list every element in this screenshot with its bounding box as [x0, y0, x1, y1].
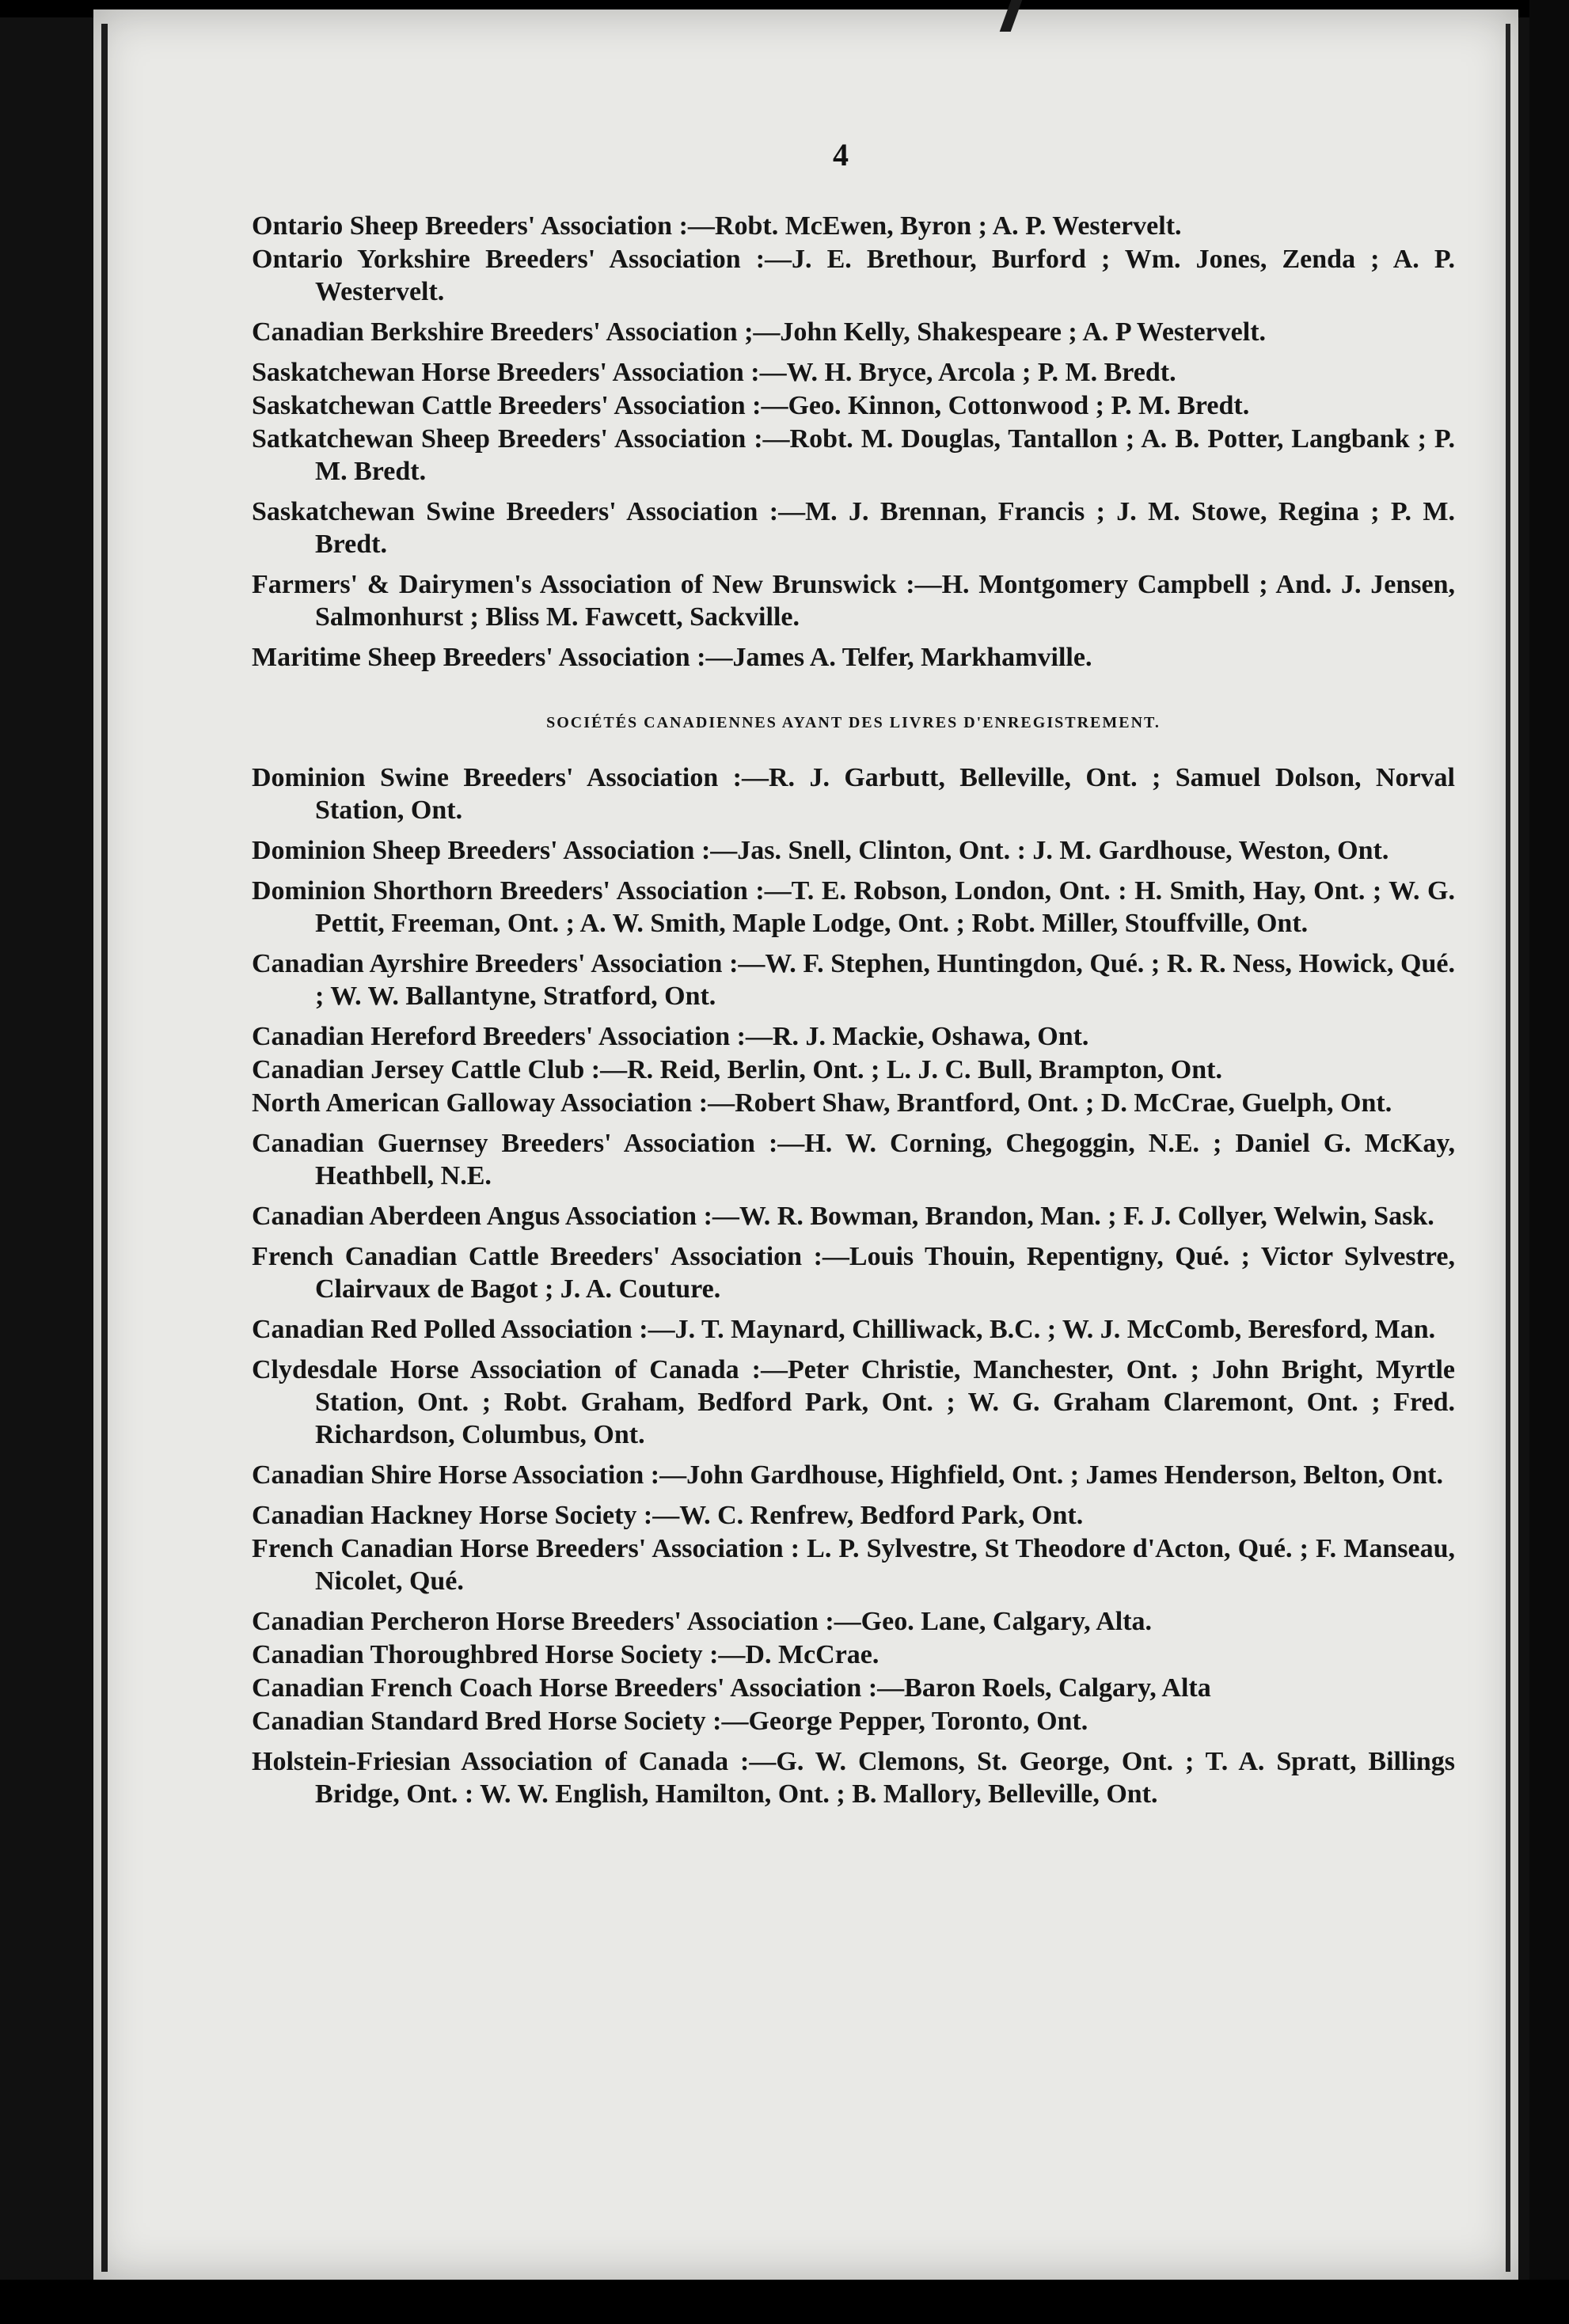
society-entry: North American Galloway Association :—Robert Shaw, Brantford, Ont. ; D. McCrae, Guelph, Ont. — [252, 1088, 1392, 1118]
society-entry: Canadian Shire Horse Association :—John Gardhouse, Highfield, Ont. ; James Henderson, Belton, Ont. — [252, 1460, 1443, 1490]
association-entry: Ontario Sheep Breeders' Association :—Robt. McEwen, Byron ; A. P. Westervelt. — [252, 211, 1182, 241]
association-entry: Maritime Sheep Breeders' Association :—James A. Telfer, Markhamville. — [252, 643, 1092, 672]
association-entry: Saskatchewan Swine Breeders' Association :—M. J. Brennan, Francis ; J. M. Stowe, Regina ; P. M. Bredt. — [252, 497, 1455, 559]
scan-border-bottom — [0, 2280, 1569, 2324]
page-number: 4 — [833, 137, 849, 173]
society-entry: Dominion Shorthorn Breeders' Association :—T. E. Robson, London, Ont. : H. Smith, Hay, Ont. ; W. G. Pettit, Freeman, Ont. ; A. W. Smith, Maple Lodge, Ont. ; Robt. Miller, Stouffville, Ont. — [252, 876, 1455, 938]
page-right-edge — [1506, 24, 1510, 2272]
society-entry: Canadian Red Polled Association :—J. T. Maynard, Chilliwack, B.C. ; W. J. McComb, Beresford, Man. — [252, 1315, 1436, 1344]
association-entry: Canadian Berkshire Breeders' Association ;—John Kelly, Shakespeare ; A. P Westervelt. — [252, 317, 1267, 347]
association-entry: Saskatchewan Cattle Breeders' Association :—Geo. Kinnon, Cottonwood ; P. M. Bredt. — [252, 391, 1250, 420]
record-book-societies-list — [252, 761, 1455, 1810]
breeders-associations-list — [252, 210, 1455, 674]
society-entry: Dominion Sheep Breeders' Association :—Jas. Snell, Clinton, Ont. : J. M. Gardhouse, Weston, Ont. — [252, 836, 1389, 865]
society-entry: Canadian Percheron Horse Breeders' Association :—Geo. Lane, Calgary, Alta. — [252, 1607, 1153, 1636]
society-entry: Canadian Guernsey Breeders' Association :—H. W. Corning, Chegoggin, N.E. ; Daniel G. McKay, Heathbell, N.E. — [252, 1129, 1455, 1190]
scan-border-right — [1529, 0, 1569, 2324]
society-entry: Canadian Thoroughbred Horse Society :—D. McCrae. — [252, 1640, 879, 1669]
society-entry: French Canadian Horse Breeders' Association : L. P. Sylvestre, St Theodore d'Acton, Qué. ; F. Manseau, Nicolet, Qué. — [252, 1534, 1455, 1596]
association-entry: Saskatchewan Horse Breeders' Association :—W. H. Bryce, Arcola ; P. M. Bredt. — [252, 358, 1176, 387]
society-entry: Clydesdale Horse Association of Canada :—Peter Christie, Manchester, Ont. ; John Bright, Myrtle Station, Ont. ; Robt. Graham, Bedford Park, Ont. ; W. G. Graham Claremont, Ont. ; Fred. Richardson, Columbus, Ont. — [252, 1355, 1455, 1449]
page-content — [252, 135, 1455, 1818]
society-entry: Canadian Standard Bred Horse Society :—George Pepper, Toronto, Ont. — [252, 1707, 1088, 1736]
association-entry: Ontario Yorkshire Breeders' Association :—J. E. Brethour, Burford ; Wm. Jones, Zenda ; A. P. Westervelt. — [252, 245, 1455, 306]
society-entry: Canadian French Coach Horse Breeders' Association :—Baron Roels, Calgary, Alta — [252, 1673, 1211, 1703]
society-entry: Canadian Aberdeen Angus Association :—W. R. Bowman, Brandon, Man. ; F. J. Collyer, Welwin, Sask. — [252, 1202, 1434, 1231]
association-entry: Farmers' & Dairymen's Association of New Brunswick :—H. Montgomery Campbell ; And. J. Jensen, Salmonhurst ; Bliss M. Fawcett, Sackville. — [252, 570, 1455, 632]
society-entry: Dominion Swine Breeders' Association :—R. J. Garbutt, Belleville, Ont. ; Samuel Dolson, Norval Station, Ont. — [252, 763, 1455, 825]
society-entry: Canadian Hereford Breeders' Association :—R. J. Mackie, Oshawa, Ont. — [252, 1022, 1089, 1051]
page-left-edge — [101, 24, 108, 2272]
association-entry: Satkatchewan Sheep Breeders' Association :—Robt. M. Douglas, Tantallon ; A. B. Potter, Langbank ; P. M. Bredt. — [252, 424, 1455, 486]
society-entry: French Canadian Cattle Breeders' Association :—Louis Thouin, Repentigny, Qué. ; Victor Sylvestre, Clairvaux de Bagot ; J. A. Couture. — [252, 1242, 1455, 1304]
society-entry: Canadian Jersey Cattle Club :—R. Reid, Berlin, Ont. ; L. J. C. Bull, Brampton, Ont. — [252, 1055, 1222, 1084]
society-entry: Canadian Hackney Horse Society :—W. C. Renfrew, Bedford Park, Ont. — [252, 1501, 1084, 1530]
society-entry: Canadian Ayrshire Breeders' Association :—W. F. Stephen, Huntingdon, Qué. ; R. R. Ness, Howick, Qué. ; W. W. Ballantyne, Stratford, Ont. — [252, 949, 1455, 1011]
section-heading: SOCIÉTÉS CANADIENNES AYANT DES LIVRES D'ENREGISTREMENT. — [546, 714, 1161, 731]
society-entry: Holstein-Friesian Association of Canada :—G. W. Clemons, St. George, Ont. ; T. A. Spratt, Billings Bridge, Ont. : W. W. English, Hamilton, Ont. ; B. Mallory, Belleville, Ont. — [252, 1747, 1455, 1809]
